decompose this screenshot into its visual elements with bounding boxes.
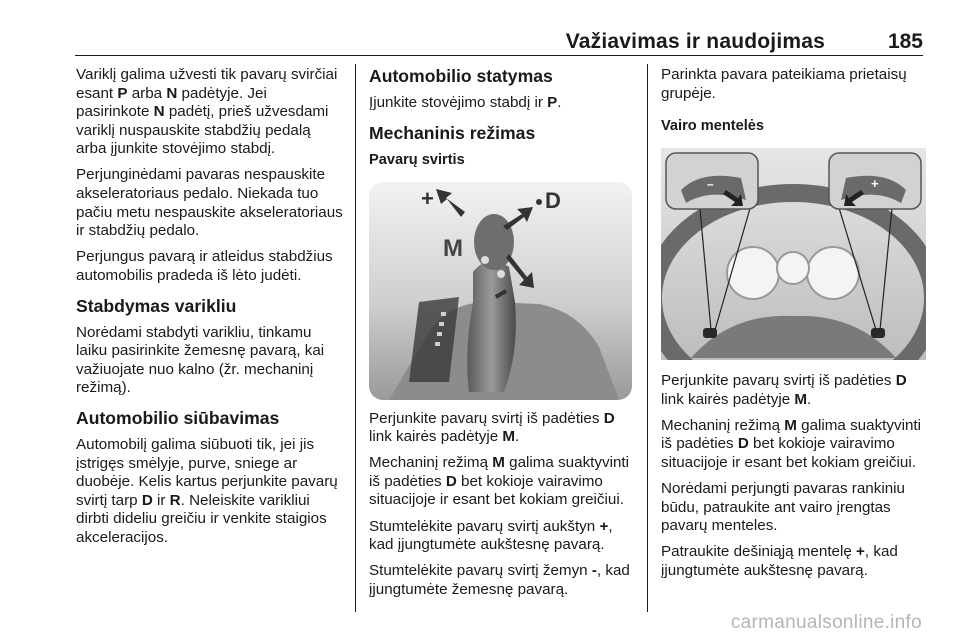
paragraph: Norėdami stabdyti varikliu, tinkamu laiku pasirinkite žemesnę pavarą, kai važiuojate nuo kalno (žr. mechaninį režimą).: [76, 323, 325, 397]
section-heading: Automobilio siūbavimas: [76, 407, 280, 428]
subsection-heading: Vairo mentelės: [661, 118, 765, 135]
paragraph: Stumtelėkite pavarų svirtį žemyn -, kad įjungtumėte žemesnę pavarą.: [369, 562, 630, 598]
paragraph: Variklį galima užvesti tik pavarų svirčiai esant P arba N padėtyje. Jei pasirinkote N padėtį, prieš užvesdami variklį nuspauskite stabdžių pedalą arba įjunkite stovėjimo stabdį.: [76, 66, 338, 158]
steering-paddles-figure: [661, 148, 926, 360]
subsection-heading: Pavarų svirtis: [369, 151, 465, 168]
gear-label-m: M: [443, 234, 463, 262]
column-3: [661, 66, 926, 588]
column-divider: [647, 64, 648, 612]
section-heading: Stabdymas varikliu: [76, 295, 237, 316]
page-number: 185: [887, 30, 923, 53]
paragraph: Norėdami perjungti pavaras rankiniu būdu, patraukite ant vairo įrengtas pavarų menteles.: [661, 480, 905, 535]
section-heading: Automobilio statymas: [369, 66, 553, 86]
column-divider: [355, 64, 356, 612]
watermark: carmanualsonline.info: [730, 612, 922, 633]
right-paddle-base: [871, 328, 885, 338]
paragraph: Stumtelėkite pavarų svirtį aukštyn +, kad įjungtumėte aukštesnę pavarą.: [369, 517, 613, 554]
paragraph: Perjunkite pavarų svirtį iš padėties D link kairės padėtyje M.: [369, 409, 615, 446]
header-rule: [75, 55, 923, 56]
column-2: [369, 66, 634, 607]
knob-button: [497, 270, 505, 278]
column-1: [76, 66, 344, 555]
minus-symbol: –: [707, 177, 714, 192]
position-dot: [536, 199, 542, 205]
gear-knob: [474, 214, 514, 270]
paragraph: Mechaninį režimą M galima suaktyvinti iš padėties D bet kokioje vairavimo situacijoje ir esant bet kokiam greičiui.: [661, 416, 921, 472]
paragraph: Patraukite dešiniąją mentelę +, kad įjungtumėte aukštesnę pavarą.: [661, 543, 898, 580]
gear-lever: [467, 260, 516, 391]
paragraph: Perjunkite pavarų svirtį iš padėties D link kairės padėtyje M.: [661, 372, 907, 408]
plus-symbol: +: [871, 176, 879, 192]
paragraph: Automobilį galima siūbuoti tik, jei jis įstrigęs smėlyje, purve, sniege ar duobėje. Kelis kartus perjunkite pavarų svirtį tarp D ir R. Neleiskite varikliui dirbti dideliu greičiu ir venkite staigios akceleracijos.: [76, 435, 338, 546]
paragraph: Perjunginėdami pavaras nespauskite akseleratoriaus pedalo. Niekada tuo pačiu metu nespauskite akseleratoriaus ir stabdžių pedalo.: [76, 166, 343, 240]
knob-button: [481, 256, 489, 264]
section-heading: Mechaninis režimas: [369, 122, 536, 143]
gear-lever-figure: [369, 182, 632, 400]
gear-label-d: D: [545, 187, 561, 213]
paragraph: Mechaninį režimą M galima suaktyvinti iš padėties D bet kokioje vairavimo situacijoje ir esant bet kokiam greičiui.: [369, 454, 629, 509]
paragraph: Įjunkite stovėjimo stabdį ir P.: [369, 94, 562, 111]
paragraph: Perjungus pavarą ir atleidus stabdžius automobilis pradeda iš lėto judėti.: [76, 248, 333, 284]
header-title: Važiavimas ir naudojimas: [565, 30, 825, 53]
plus-label: +: [421, 185, 434, 211]
paragraph: Parinkta pavara pateikiama prietaisų grupėje.: [661, 66, 907, 102]
